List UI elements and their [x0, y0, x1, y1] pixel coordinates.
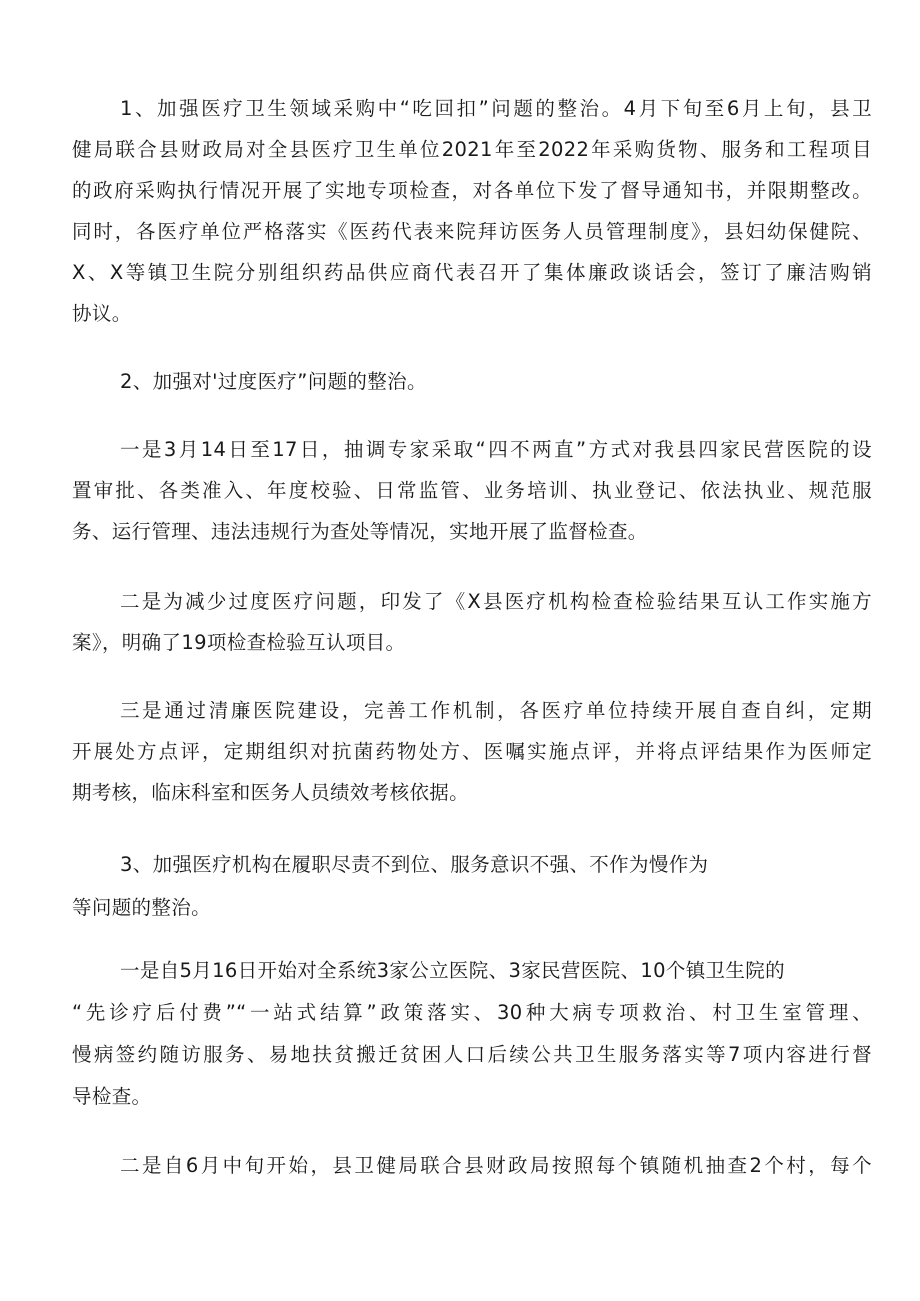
paragraph-6-line-1: 3、加强医疗机构在履职尽责不到位、服务意识不强、不作为慢作为 [120, 853, 709, 876]
paragraph-4-line-2: 案》，明确了19项检查检验互认项目。 [72, 631, 406, 654]
paragraph-5-line-3: 期考核，临床科室和医务人员绩效考核依据。 [72, 781, 470, 804]
paragraph-5-line-2: 开展处方点评，定期组织对抗菌药物处方、医嘱实施点评，并将点评结果作为医师定 [72, 740, 872, 763]
paragraph-7-line-2: “先诊疗后付费”“一站式结算”政策落实、30种大病专项救治、村卫生室管理、 [72, 1001, 872, 1024]
paragraph-7-line-1: 一是自5月16日开始对全系统3家公立医院、3家民营医院、10个镇卫生院的 [120, 959, 785, 982]
paragraph-3-line-2: 置审批、各类准入、年度校验、日常监管、业务培训、执业登记、依法执业、规范服 [72, 479, 872, 502]
paragraph-1-line-4: 同时，各医疗单位严格落实《医药代表来院拜访医务人员管理制度》，县妇幼保健院、 [72, 220, 872, 243]
paragraph-4-line-1: 二是为减少过度医疗问题，印发了《X县医疗机构检查检验结果互认工作实施方 [120, 590, 872, 613]
paragraph-2-line-1: 2、加强对'过度医疗”问题的整治。 [120, 370, 427, 393]
paragraph-5-line-1: 三是通过清廉医院建设，完善工作机制，各医疗单位持续开展自查自纠，定期 [120, 699, 872, 722]
paragraph-3-line-3: 务、运行管理、违法违规行为查处等情况，实地开展了监督检查。 [72, 520, 648, 543]
paragraph-1-line-1: 1、加强医疗卫生领域采购中“吃回扣”问题的整治。4月下旬至6月上旬，县卫 [120, 97, 872, 120]
paragraph-1-line-3: 的政府采购执行情况开展了实地专项检查，对各单位下发了督导通知书，并限期整改。 [72, 179, 872, 202]
paragraph-1-line-6: 协议。 [72, 302, 132, 325]
paragraph-8-line-1: 二是自6月中旬开始，县卫健局联合县财政局按照每个镇随机抽查2个村，每个 [120, 1154, 872, 1177]
paragraph-7-line-3: 慢病签约随访服务、易地扶贫搬迁贫困人口后续公共卫生服务落实等7项内容进行督 [72, 1043, 872, 1066]
paragraph-6-line-2: 等问题的整治。 [72, 896, 211, 919]
paragraph-3-line-1: 一是3月14日至17日，抽调专家采取“四不两直”方式对我县四家民营医院的设 [120, 438, 872, 461]
paragraph-1-line-5: X、X等镇卫生院分别组织药品供应商代表召开了集体廉政谈话会，签订了廉洁购销 [72, 261, 872, 284]
paragraph-1-line-2: 健局联合县财政局对全县医疗卫生单位2021年至2022年采购货物、服务和工程项目 [72, 138, 872, 161]
paragraph-7-line-4: 导检查。 [72, 1085, 152, 1108]
